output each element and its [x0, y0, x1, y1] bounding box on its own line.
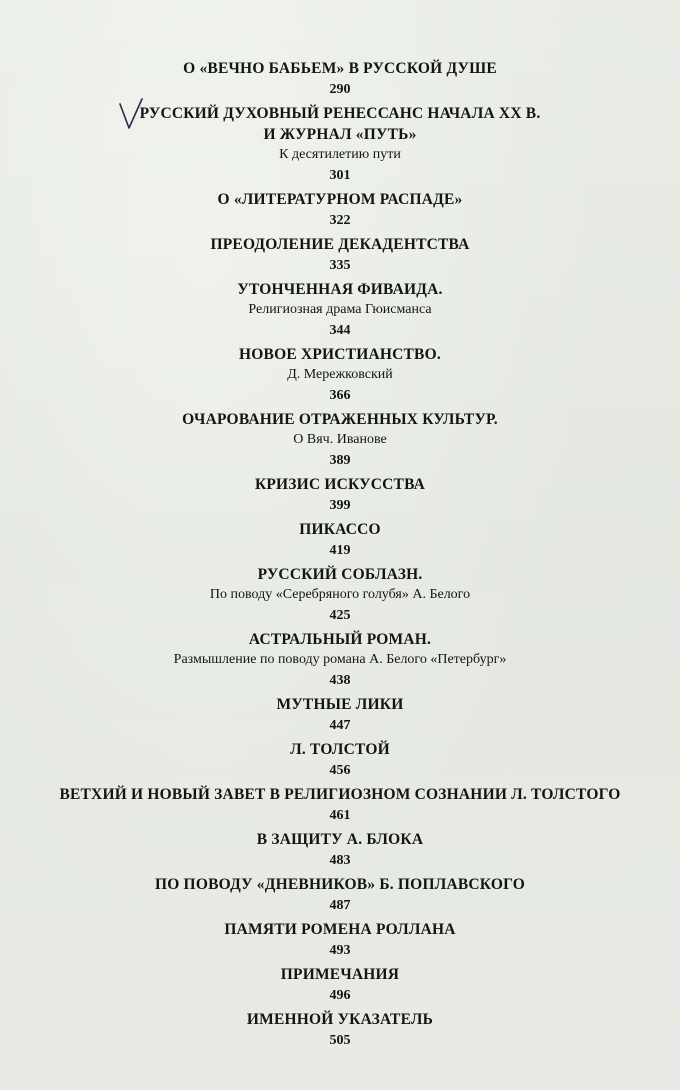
entry-subtitle: Д. Мережковский — [287, 367, 393, 382]
entry-title: НОВОЕ ХРИСТИАНСТВО. — [239, 346, 441, 363]
entry-page-number: 335 — [329, 258, 351, 273]
entry-title: КРИЗИС ИСКУССТВА — [254, 476, 426, 493]
entry-title: В ЗАЩИТУ А. БЛОКА — [256, 831, 424, 848]
entry-page-number: 344 — [329, 323, 351, 338]
entry-page-number: 301 — [329, 168, 351, 183]
entry-title: ПРЕОДОЛЕНИЕ ДЕКАДЕНТСТВА — [210, 236, 470, 253]
entry-page-number: 366 — [329, 388, 351, 403]
toc-entry — [0, 234, 680, 277]
entry-page-number: 322 — [329, 213, 351, 228]
entry-title: ПРИМЕЧАНИЯ — [280, 966, 400, 983]
toc-entry — [0, 189, 680, 232]
entry-subtitle: Размышление по поводу романа А. Белого «Петербург» — [173, 652, 507, 667]
toc-entry — [0, 874, 680, 917]
toc-entry — [0, 739, 680, 782]
entry-title: Л. ТОЛСТОЙ — [290, 741, 390, 758]
toc-entry — [0, 784, 680, 827]
entry-page-number: 461 — [329, 808, 351, 823]
toc-entry — [0, 694, 680, 737]
entry-page-number: 483 — [329, 853, 351, 868]
toc-entry — [0, 564, 680, 627]
entry-title: ВЕТХИЙ И НОВЫЙ ЗАВЕТ В РЕЛИГИОЗНОМ СОЗНАНИИ Л. ТОЛСТОГО — [59, 786, 621, 803]
entry-title: РУССКИЙ ДУХОВНЫЙ РЕНЕССАНС НАЧАЛА XX В. — [139, 105, 541, 122]
entry-page-number: 425 — [329, 608, 351, 623]
entry-subtitle: По поводу «Серебряного голубя» А. Белого — [209, 587, 471, 602]
entry-page-number: 496 — [329, 988, 351, 1003]
entry-page-number: 419 — [329, 543, 351, 558]
entry-page-number: 493 — [329, 943, 351, 958]
entry-subtitle: О Вяч. Иванове — [293, 432, 387, 447]
entry-title-line-2: И ЖУРНАЛ «ПУТЬ» — [263, 126, 417, 143]
entry-page-number: 505 — [329, 1033, 351, 1048]
toc-entry — [0, 103, 680, 187]
entry-page-number: 487 — [329, 898, 351, 913]
entry-title: ИМЕННОЙ УКАЗАТЕЛЬ — [246, 1011, 434, 1028]
toc-entry — [0, 344, 680, 407]
entry-page-number: 438 — [329, 673, 351, 688]
entry-title: ОЧАРОВАНИЕ ОТРАЖЕННЫХ КУЛЬТУР. — [182, 411, 498, 428]
toc-entry — [0, 279, 680, 342]
toc-entry — [0, 519, 680, 562]
toc-entry — [0, 409, 680, 472]
entry-title: ПАМЯТИ РОМЕНА РОЛЛАНА — [224, 921, 456, 938]
entry-title: УТОНЧЕННАЯ ФИВАИДА. — [237, 281, 443, 298]
entry-page-number: 447 — [329, 718, 351, 733]
entry-title: ПИКАССО — [299, 521, 381, 538]
table-of-contents — [0, 58, 680, 1054]
toc-entry — [0, 629, 680, 692]
entry-page-number: 456 — [329, 763, 351, 778]
toc-entry — [0, 58, 680, 101]
entry-subtitle: К десятилетию пути — [279, 147, 401, 162]
toc-entry — [0, 964, 680, 1007]
entry-page-number: 389 — [329, 453, 351, 468]
entry-title: МУТНЫЕ ЛИКИ — [276, 696, 404, 713]
entry-title: АСТРАЛЬНЫЙ РОМАН. — [248, 631, 432, 648]
entry-title: О «ВЕЧНО БАБЬЕМ» В РУССКОЙ ДУШЕ — [183, 60, 497, 77]
entry-subtitle: Религиозная драма Гюисманса — [248, 302, 432, 317]
entry-page-number: 290 — [329, 82, 351, 97]
toc-entry — [0, 1009, 680, 1052]
toc-entry — [0, 829, 680, 872]
toc-entry — [0, 474, 680, 517]
entry-page-number: 399 — [329, 498, 351, 513]
toc-entry — [0, 919, 680, 962]
entry-title: ПО ПОВОДУ «ДНЕВНИКОВ» Б. ПОПЛАВСКОГО — [154, 876, 526, 893]
entry-title: РУССКИЙ СОБЛАЗН. — [257, 566, 423, 583]
entry-title: О «ЛИТЕРАТУРНОМ РАСПАДЕ» — [217, 191, 463, 208]
